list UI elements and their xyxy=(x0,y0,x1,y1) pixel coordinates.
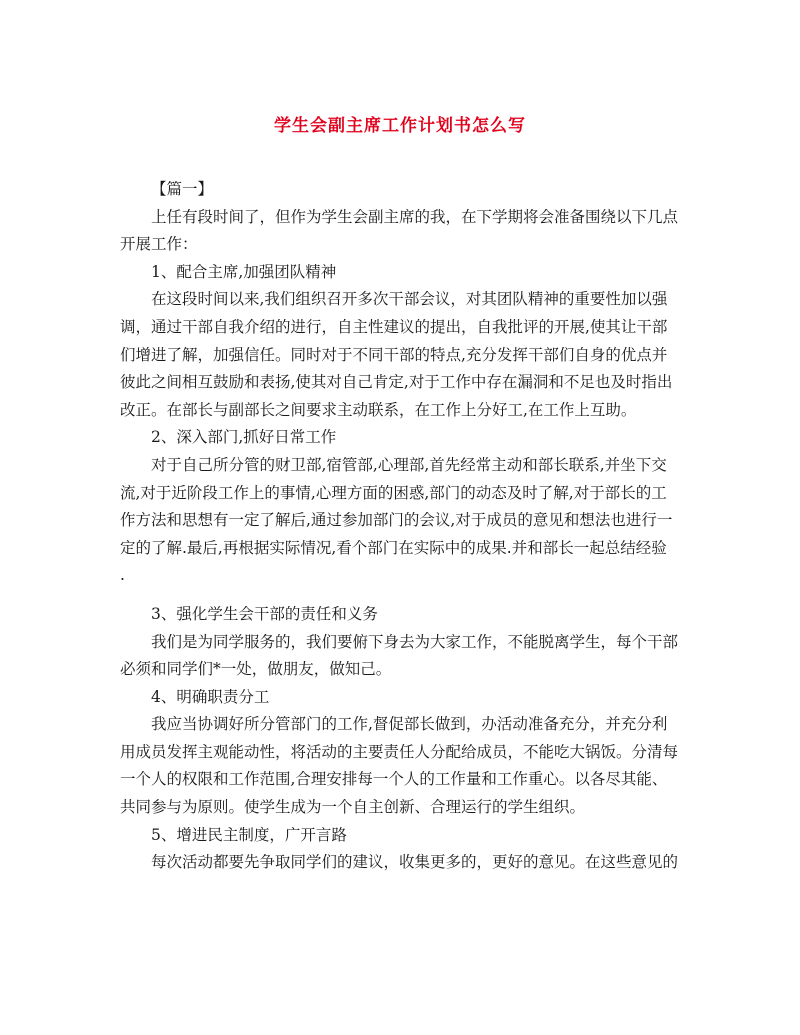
paragraph-line: 在这段时间以来,我们组织召开多次干部会议，对其团队精神的重要性加以强 xyxy=(151,290,668,309)
paragraph-line: 每次活动都要先争取同学们的建议，收集更多的，更好的意见。在这些意见的 xyxy=(151,853,679,872)
paragraph-line: 改正。在部长与副部长之间要求主动联系，在工作上分好工,在工作上互助。 xyxy=(120,400,637,419)
paragraph-line: 定的了解.最后,再根据实际情况,看个部门在实际中的成果.并和部长一起总结经验 xyxy=(120,538,667,557)
paragraph-line: 调，通过干部自我介绍的进行，自主性建议的提出，自我批评的开展,使其让干部 xyxy=(120,317,668,336)
paragraph-line: 一个人的权限和工作范围,合理安排每一个人的工作量和工作重心。以各尽其能、 xyxy=(120,770,668,789)
paragraph-line: 用成员发挥主观能动性，将活动的主要责任人分配给成员，不能吃大锅饭。分清每 xyxy=(120,742,679,761)
paragraph-line: 流,对于近阶段工作上的事情,心理方面的困惑,部门的动态及时了解,对于部长的工 xyxy=(120,483,667,502)
paragraph-line: 对于自己所分管的财卫部,宿管部,心理部,首先经常主动和部长联系,并坐下交 xyxy=(151,455,667,474)
subheading-4: 4、明确职责分工 xyxy=(151,687,270,706)
paragraph-line: 上任有段时间了，但作为学生会副主席的我，在下学期将会准备围绕以下几点 xyxy=(151,207,679,226)
paragraph-line: 彼此之间相互鼓励和表扬,使其对自己肯定,对于工作中存在漏洞和不足也及时指出 xyxy=(120,373,673,392)
subheading-2: 2、深入部门,抓好日常工作 xyxy=(151,428,337,447)
paragraph-gap xyxy=(120,590,686,601)
document-body xyxy=(120,176,686,877)
paragraph-line: 必须和同学们*一处，做朋友，做知己。 xyxy=(120,660,392,679)
paragraph-line: 共同参与为原则。使学生成为一个自主创新、合理运行的学生组织。 xyxy=(120,798,586,817)
paragraph-line: 我应当协调好所分管部门的工作,督促部长做到，办活动准备充分，并充分利 xyxy=(151,715,668,734)
section-heading: 【篇一】 xyxy=(151,180,214,198)
paragraph-line: 作方法和思想有一定了解后,通过参加部门的会议,对于成员的意见和想法也进行一 xyxy=(120,511,673,530)
paragraph-line: 开展工作： xyxy=(120,235,198,254)
paragraph-line: 我们是为同学服务的，我们要俯下身去为大家工作，不能脱离学生，每个干部 xyxy=(151,632,679,651)
paragraph-line: . xyxy=(120,566,125,585)
paragraph-line: 们增进了解，加强信任。同时对于不同干部的特点,充分发挥干部们自身的优点并 xyxy=(120,345,668,364)
subheading-5: 5、增进民主制度，广开言路 xyxy=(151,825,347,844)
subheading-1: 1、配合主席,加强团队精神 xyxy=(151,262,337,281)
subheading-3: 3、强化学生会干部的责任和义务 xyxy=(151,604,378,623)
document-title: 学生会副主席工作计划书怎么写 xyxy=(274,116,526,136)
